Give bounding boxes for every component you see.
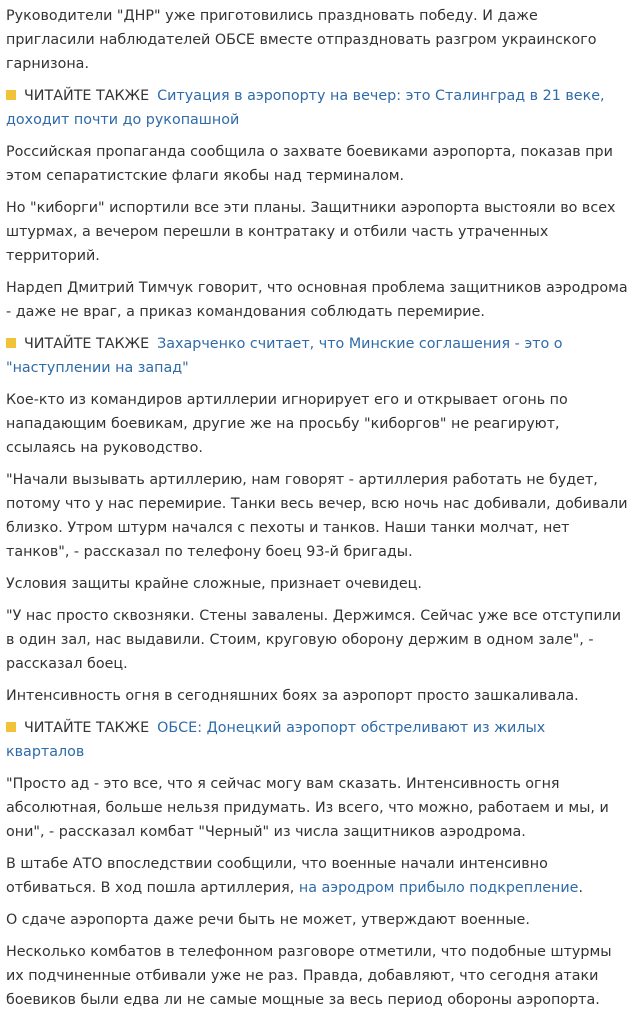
paragraph-3: Но "киборги" испортили все эти планы. Защитники аэропорта выстояли во всех штурмах, а вечером перешли в контратаку и отбили часть утраченных территорий. [6, 200, 616, 264]
reinforcement-link[interactable]: на аэродром прибыло подкрепление [298, 880, 579, 896]
read-also-label: ЧИТАЙТЕ ТАКЖЕ [24, 336, 150, 352]
yellow-square-icon [6, 722, 16, 732]
paragraph-11-text: В штабе АТО впоследствии сообщили, что военные начали интенсивно отбиваться. В ход пошла артиллерия, [6, 856, 548, 896]
yellow-square-icon [6, 90, 16, 100]
read-also-link-3[interactable]: ОБСЕ: Донецкий аэропорт обстреливают из жилых кварталов [6, 720, 546, 760]
paragraph-4: Нардеп Дмитрий Тимчук говорит, что основная проблема защитников аэродрома - даже не враг, а приказ командования соблюдать перемирие. [6, 280, 628, 320]
paragraph-6: "Начали вызывать артиллерию, нам говорят - артиллерия работать не будет, потому что у нас перемирие. Танки весь вечер, всю ночь нас добивали, добивали близко. Утром штурм начался с пехоты и танков. Наши танки молчат, нет танков", - рассказал по телефону боец 93-й бригады. [6, 472, 628, 560]
paragraph-11-end: . [578, 880, 583, 896]
paragraph-1: Руководители "ДНР" уже приготовились праздновать победу. И даже пригласили наблюдателей ОБСЕ вместе отпраздновать разгром украинского гарнизона. [6, 8, 597, 72]
read-also-block-2 [6, 332, 628, 380]
paragraph-11 [6, 852, 628, 900]
paragraph-2: Российская пропаганда сообщила о захвате боевиками аэропорта, показав при этом сепаратистские флаги якобы над терминалом. [6, 144, 613, 184]
paragraph-7: Условия защиты крайне сложные, признает очевидец. [6, 576, 422, 592]
read-also-link-2[interactable]: Захарченко считает, что Минские соглашения - это о "наступлении на запад" [6, 336, 563, 376]
yellow-square-icon [6, 338, 16, 348]
paragraph-8: "У нас просто сквозняки. Стены завалены. Держимся. Сейчас уже все отступили в один зал, нас выдавили. Стоим, круговую оборону держим в одном зале", - рассказал боец. [6, 608, 622, 672]
paragraph-9: Интенсивность огня в сегодняшних боях за аэропорт просто зашкаливала. [6, 688, 579, 704]
paragraph-5: Кое-кто из командиров артиллерии игнорирует его и открывает огонь по нападающим боевикам, другие же на просьбу "киборгов" не реагируют, ссылаясь на руководство. [6, 392, 568, 456]
paragraph-10: "Просто ад - это все, что я сейчас могу вам сказать. Интенсивность огня абсолютная, больше нельзя придумать. Из всего, что можно, работаем и мы, и они", - рассказал комбат "Черный" из числа защитников аэродрома. [6, 776, 609, 840]
paragraph-12: О сдаче аэропорта даже речи быть не может, утверждают военные. [6, 912, 530, 928]
read-also-label: ЧИТАЙТЕ ТАКЖЕ [24, 720, 150, 736]
read-also-block-1 [6, 84, 628, 132]
read-also-label: ЧИТАЙТЕ ТАКЖЕ [24, 88, 150, 104]
read-also-block-3 [6, 716, 628, 764]
paragraph-13: Несколько комбатов в телефонном разговоре отметили, что подобные штурмы их подчиненные отбивали уже не раз. Правда, добавляют, что сегодня атаки боевиков были едва ли не самые мощные за весь период обороны аэропорта. [6, 944, 612, 1008]
read-also-link-1[interactable]: Ситуация в аэропорту на вечер: это Сталинград в 21 веке, доходит почти до рукопашной [6, 88, 605, 128]
